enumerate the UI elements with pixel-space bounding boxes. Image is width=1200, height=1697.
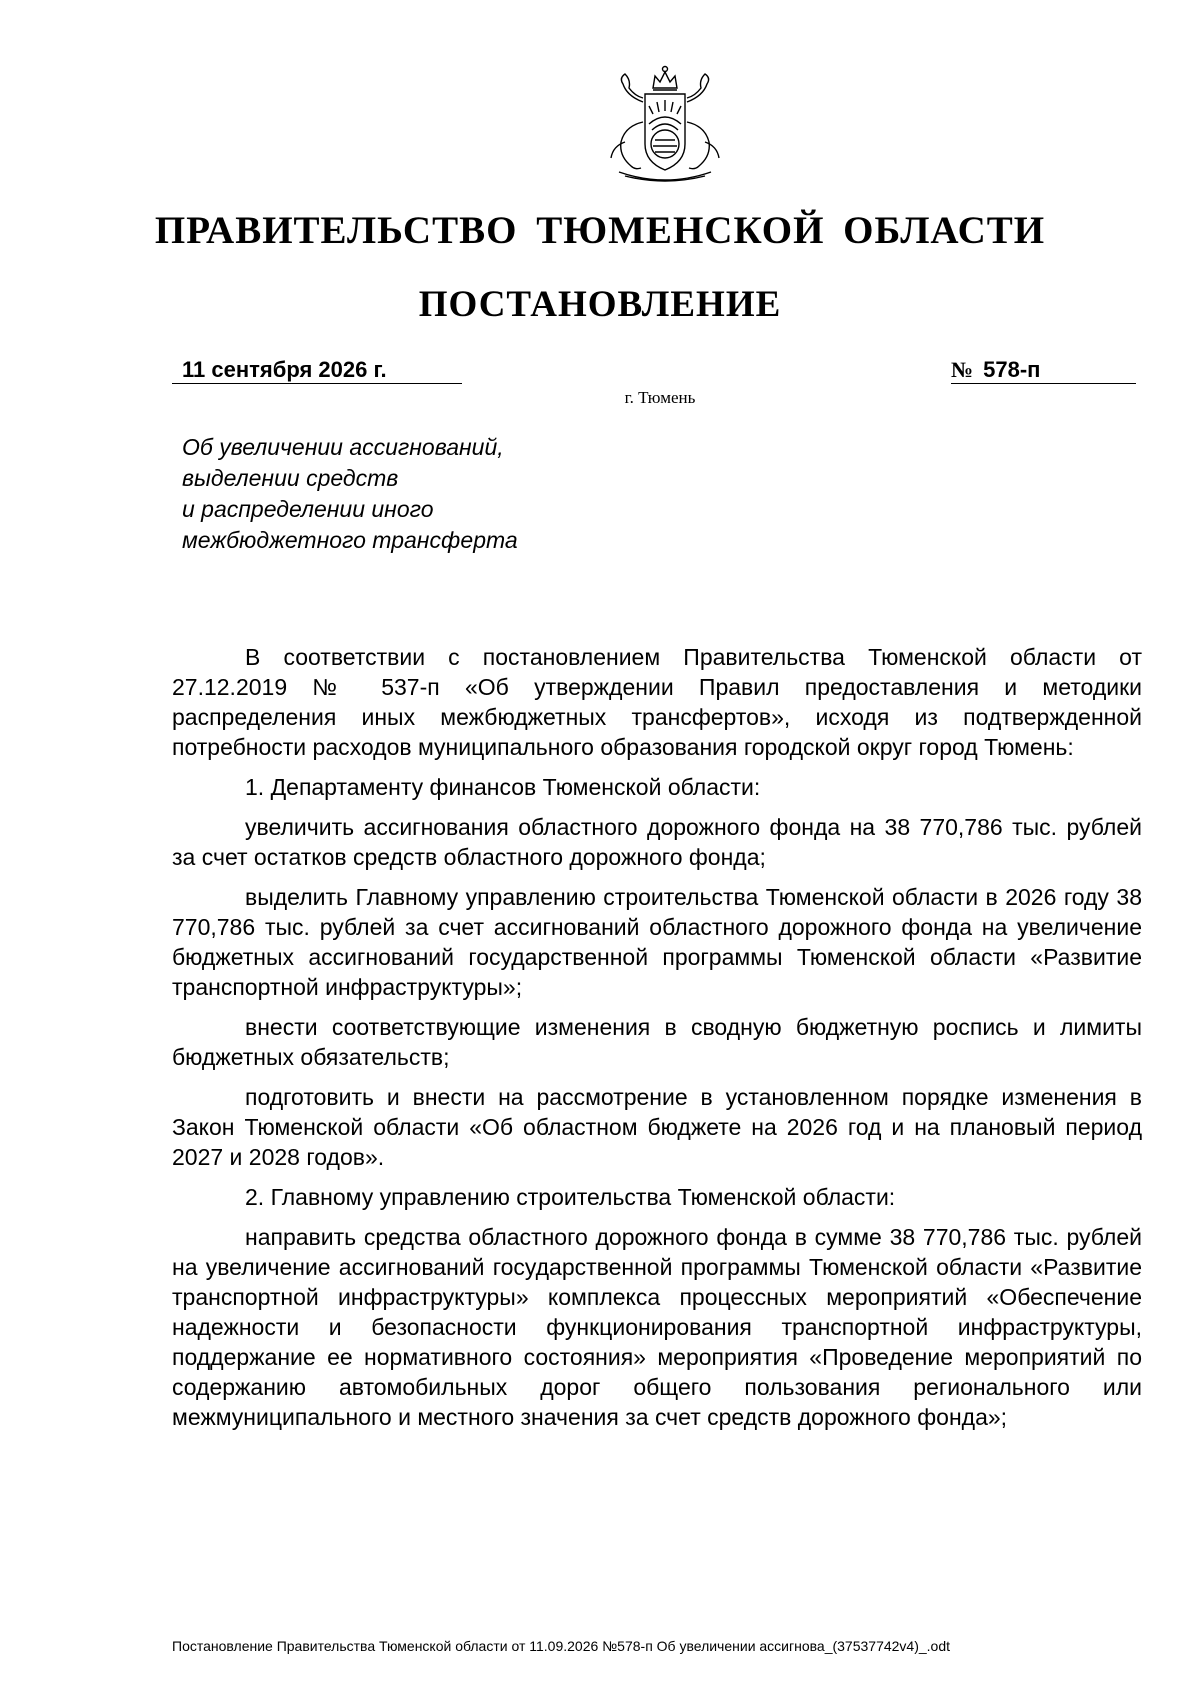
subject-line: и распределении иного (182, 496, 434, 522)
subject-line: Об увеличении ассигнований, (182, 434, 504, 460)
document-number (951, 357, 1136, 384)
body-paragraph: В соответствии с постановлением Правительства Тюменской области от 27.12.2019 № 537-п «Об утверждении Правил предоставления и методики распределения иных межбюджетных трансфертов», исходя из подтвержденной потребности расходов муниципального образования городской округ город Тюмень: (172, 644, 1142, 760)
document-date-value: 11 сентября 2026 г. (182, 357, 387, 382)
document-subject (182, 432, 682, 556)
body-paragraph: увеличить ассигнования областного дорожного фонда на 38 770,786 тыс. рублей за счет остатков средств областного дорожного фонда; (172, 814, 1142, 870)
document-city: г. Тюмень (624, 388, 696, 407)
document-footer: Постановление Правительства Тюменской области от 11.09.2026 №578-п Об увеличении ассигнова_(37537742v4)_.odt (172, 1638, 951, 1654)
document-body (172, 642, 1142, 1442)
document-date (172, 357, 462, 384)
number-sign: № (951, 357, 974, 382)
body-paragraph: 2. Главному управлению строительства Тюменской области: (245, 1184, 896, 1210)
body-paragraph: направить средства областного дорожного фонда в сумме 38 770,786 тыс. рублей на увеличение ассигнований государственной программы Тюменской области «Развитие транспортной инфраструктуры» комплекса процессных мероприятий «Обеспечение надежности и безопасности функционирования транспортной инфраструктуры, поддержание ее нормативного состояния» мероприятия «Проведение мероприятий по содержанию автомобильных дорог общего пользования регионального или межмуниципального и местного значения за счет средств дорожного фонда»; (172, 1224, 1142, 1430)
body-paragraph: 1. Департаменту финансов Тюменской области: (245, 774, 761, 800)
document-number-value: 578-п (983, 357, 1041, 382)
body-paragraph: выделить Главному управлению строительства Тюменской области в 2026 году 38 770,786 тыс. рублей за счет ассигнований областного дорожного фонда на увеличение бюджетных ассигнований государственной программы Тюменской области «Развитие транспортной инфраструктуры»; (172, 884, 1142, 1000)
subject-line: межбюджетного трансферта (182, 527, 518, 553)
subject-line: выделении средств (182, 465, 399, 491)
body-paragraph: подготовить и внести на рассмотрение в установленном порядке изменения в Закон Тюменской области «Об областном бюджете на 2026 год и на плановый период 2027 и 2028 годов». (172, 1084, 1142, 1170)
organization-title: ПРАВИТЕЛЬСТВО ТЮМЕНСКОЙ ОБЛАСТИ (154, 209, 1046, 252)
coat-of-arms-icon (605, 62, 725, 188)
document-type-title: ПОСТАНОВЛЕНИЕ (418, 284, 782, 325)
body-paragraph: внести соответствующие изменения в сводную бюджетную роспись и лимиты бюджетных обязательств; (172, 1014, 1142, 1070)
